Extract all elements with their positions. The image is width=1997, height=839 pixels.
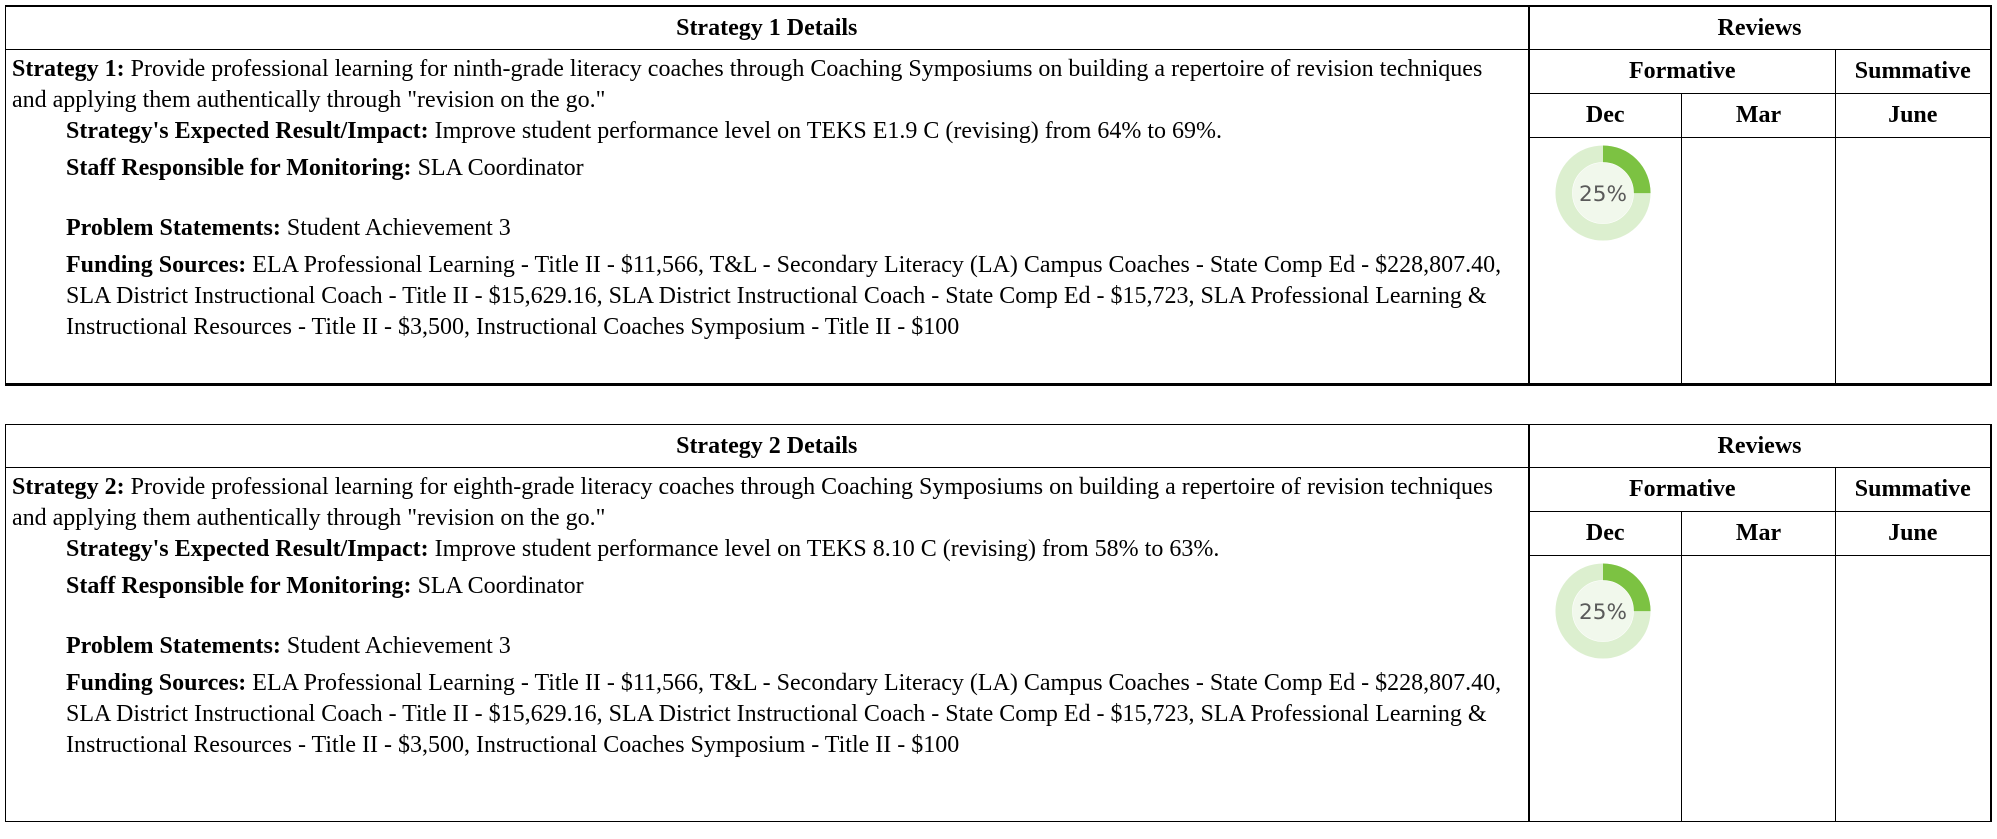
strategy-1-table	[5, 5, 1992, 386]
strategy-details-header: Strategy 2 Details	[6, 425, 1529, 468]
funding-sources: Funding Sources: ELA Professional Learning - Title II - $11,566, T&L - Secondary Literacy (LA) Campus Coaches - State Comp Ed - $228,807.40, SLA District Instructional Coach - Title II - $15,629.16, SLA District Instructional Coach - State Comp Ed - $15,723, SLA Professional Learning & Instructional Resources - Title II - $3,500, Instructional Coaches Symposium - Title II - $100	[66, 252, 1502, 340]
expected-impact: Strategy's Expected Result/Impact: Improve student performance level on TEKS E1.9 C (revising) from 64% to 69%.	[66, 118, 1222, 144]
mar-review-cell	[1682, 138, 1836, 385]
problem-statements: Problem Statements: Student Achievement 3	[66, 633, 511, 659]
month-dec: Dec	[1529, 94, 1682, 138]
summative-header: Summative	[1836, 468, 1991, 512]
june-review-cell	[1836, 556, 1991, 822]
strategy-title: Strategy 2: Provide professional learning for eighth-grade literacy coaches through Coaching Symposiums on building a repertoire of revision techniques and applying them authentically through "revision on the go."	[12, 474, 1493, 531]
month-dec: Dec	[1529, 512, 1682, 556]
summative-header: Summative	[1836, 50, 1991, 94]
reviews-header: Reviews	[1529, 6, 1991, 50]
strategy-2-table	[5, 424, 1992, 822]
strategy-title: Strategy 1: Provide professional learning for ninth-grade literacy coaches through Coaching Symposiums on building a repertoire of revision techniques and applying them authentically through "revision on the go."	[12, 56, 1483, 113]
mar-review-cell	[1682, 556, 1836, 822]
strategy-details	[6, 50, 1529, 385]
strategy-details	[6, 468, 1529, 822]
progress-donut	[1554, 144, 1652, 242]
problem-statements: Problem Statements: Student Achievement 3	[66, 215, 511, 241]
june-review-cell	[1836, 138, 1991, 385]
reviews-header: Reviews	[1529, 425, 1991, 468]
month-mar: Mar	[1682, 512, 1836, 556]
dec-review-cell	[1529, 138, 1682, 385]
funding-sources: Funding Sources: ELA Professional Learning - Title II - $11,566, T&L - Secondary Literacy (LA) Campus Coaches - State Comp Ed - $228,807.40, SLA District Instructional Coach - Title II - $15,629.16, SLA District Instructional Coach - State Comp Ed - $15,723, SLA Professional Learning & Instructional Resources - Title II - $3,500, Instructional Coaches Symposium - Title II - $100	[66, 670, 1502, 758]
month-june: June	[1836, 94, 1991, 138]
month-mar: Mar	[1682, 94, 1836, 138]
staff-responsible: Staff Responsible for Monitoring: SLA Coordinator	[66, 573, 584, 599]
dec-review-cell	[1529, 556, 1682, 822]
expected-impact: Strategy's Expected Result/Impact: Improve student performance level on TEKS 8.10 C (revising) from 58% to 63%.	[66, 536, 1220, 562]
progress-donut	[1554, 562, 1652, 660]
strategy-details-header: Strategy 1 Details	[6, 6, 1529, 50]
progress-label: 25%	[1578, 599, 1627, 625]
staff-responsible: Staff Responsible for Monitoring: SLA Coordinator	[66, 155, 584, 181]
formative-header: Formative	[1529, 468, 1836, 512]
formative-header: Formative	[1529, 50, 1836, 94]
month-june: June	[1836, 512, 1991, 556]
progress-label: 25%	[1578, 181, 1627, 207]
